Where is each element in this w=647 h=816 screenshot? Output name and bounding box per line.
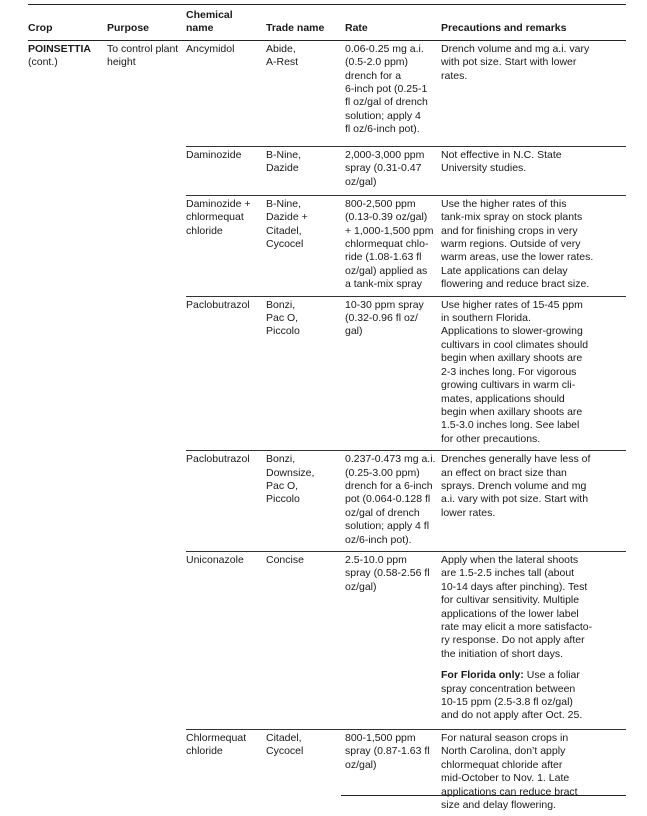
rate: 0.06-0.25 mg a.i. (0.5-2.0 ppm) drench for a 6-inch pot (0.25-1 fl oz/gal of drench solution; apply 4 fl oz/6-inch pot).: [345, 42, 428, 136]
chemical-name: Chlormequat chloride: [186, 731, 247, 758]
chemical-rates-table-page: [28, 4, 626, 816]
header-chemical-name: Chemical name: [186, 5, 266, 41]
crop-name: POINSETTIA: [28, 42, 92, 55]
rate: 2.5-10.0 ppm spray (0.58-2.56 fl oz/gal): [345, 553, 430, 593]
rate: 10-30 ppm spray (0.32-0.96 fl oz/ gal): [345, 298, 424, 338]
remarks: Use the higher rates of this tank-mix spray on stock plants and for finishing crops in very warm regions. Outside of very warm areas, use the lower rates. Late applications can delay flowering and reduce bract size.: [441, 197, 594, 291]
chemical-name: Daminozide + chlormequat chloride: [186, 197, 251, 237]
crop-cell: [28, 40, 107, 816]
chemical-name: Ancymidol: [186, 42, 235, 55]
florida-label: For Florida only:: [441, 669, 524, 682]
trade-name: Abide, A-Rest: [266, 42, 299, 69]
trade-name: B-Nine, Dazide + Citadel, Cycocel: [266, 197, 308, 251]
trade-name: Concise: [266, 553, 304, 566]
remarks: Drench volume and mg a.i. vary with pot size. Start with lower rates.: [441, 42, 590, 82]
rate: 2,000-3,000 ppm spray (0.31-0.47 oz/gal): [345, 148, 425, 188]
florida-text: Use a foliar spray concentration between 10-15 ppm (2.5-3.8 fl oz/gal) and do not apply after Oct. 25.: [441, 669, 583, 722]
header-purpose: Purpose: [107, 5, 186, 41]
remarks: For natural season crops in North Carolina, don’t apply chlormequat chloride after mid-October to Nov. 1. Late applications can reduce bract size and delay flowering.: [441, 731, 578, 811]
florida-note: [441, 669, 622, 723]
header-trade-name: Trade name: [266, 5, 345, 41]
chemical-name: Uniconazole: [186, 553, 244, 566]
rate: 800-2,500 ppm (0.13-0.39 oz/gal) + 1,000-1,500 ppm chlormequat chlo- ride (1.08-1.63 fl oz/gal) applied as a tank-mix spray: [345, 197, 434, 291]
trade-name: Bonzi, Pac O, Piccolo: [266, 298, 300, 338]
chemical-name: Daminozide: [186, 148, 242, 161]
trade-name: Citadel, Cycocel: [266, 731, 304, 758]
remarks: Use higher rates of 15-45 ppm in southern Florida. Applications to slower-growing cultivars in cool climates should begin when axillary shoots are 2-3 inches long. For vigorous growing cultivars in warm cli- mates, applications should begin when axillary shoots are 1.5-3.0 inches long. See label for other precautions.: [441, 298, 589, 445]
chemical-name: Paclobutrazol: [186, 298, 250, 311]
rate: 800-1,500 ppm spray (0.87-1.63 fl oz/gal): [345, 731, 430, 771]
header-crop: Crop: [28, 5, 107, 41]
header-precautions: Precautions and remarks: [441, 5, 626, 41]
growth-regulator-table: [28, 4, 626, 816]
rate: 0.237-0.473 mg a.i. (0.25-3.00 ppm) drench for a 6-inch pot (0.064-0.128 fl oz/gal of drench solution; apply 4 fl oz/6-inch pot).: [345, 453, 436, 546]
table-header: [28, 5, 626, 41]
table-row: [28, 40, 626, 146]
remarks: Apply when the lateral shoots are 1.5-2.5 inches tall (about 10-14 days after pinching). Test for cultivar sensitivity. Multiple applications of the lower label rate may elicit a more satisfacto- ry response. Do not apply after the initiation of short days.: [441, 553, 593, 660]
trade-name: B-Nine, Dazide: [266, 148, 302, 175]
remarks: Drenches generally have less of an effect on bract size than sprays. Drench volume and mg a.i. vary with pot size. Start with lower rates.: [441, 453, 591, 519]
header-rate: Rate: [345, 5, 441, 41]
purpose-text: To control plant height: [107, 42, 179, 69]
purpose-cell: [107, 40, 186, 816]
remarks: Not effective in N.C. State University studies.: [441, 148, 562, 175]
table-end-rule: [341, 795, 626, 796]
chemical-name: Paclobutrazol: [186, 453, 250, 466]
trade-name: Bonzi, Downsize, Pac O, Piccolo: [266, 453, 315, 506]
crop-note: (cont.): [28, 56, 58, 69]
